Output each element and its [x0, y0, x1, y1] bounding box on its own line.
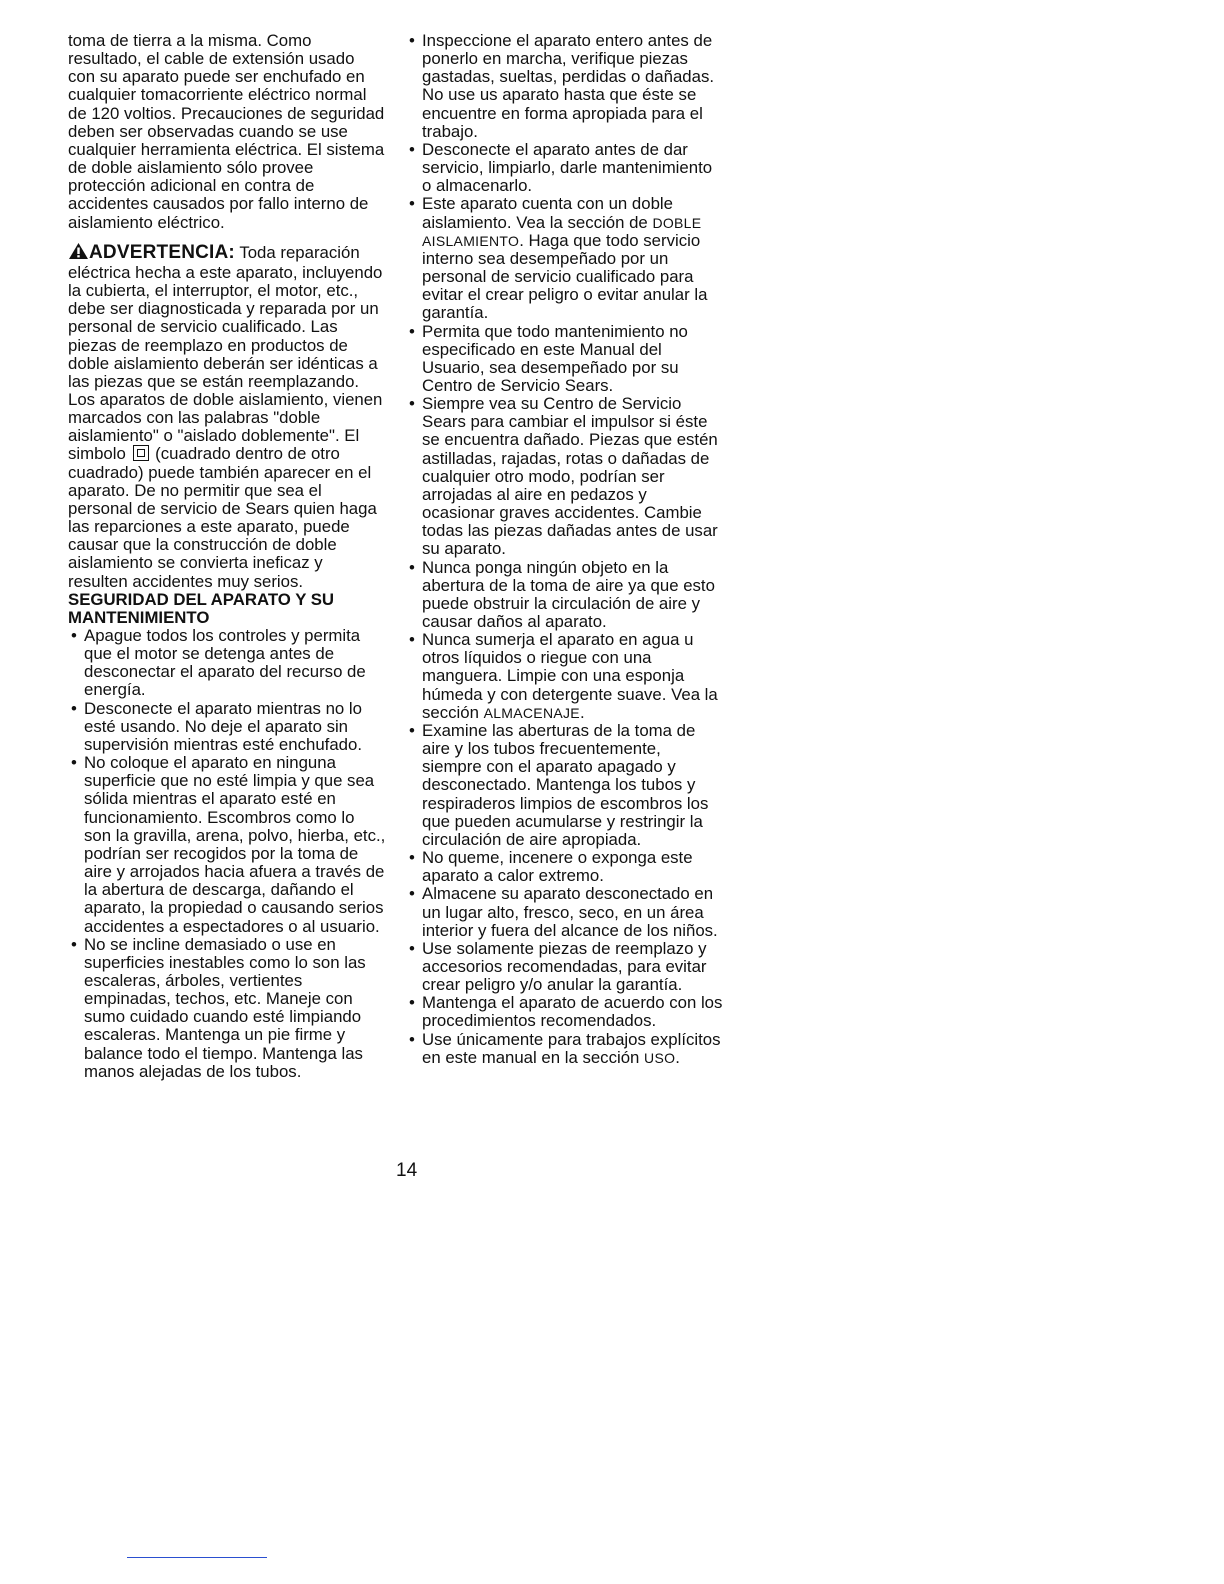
- section-reference: DOBLE AISLAMIENTO: [422, 214, 702, 249]
- left-column: [68, 32, 386, 1081]
- intro-paragraph: toma de tierra a la misma. Como resultado, el cable de extensión usado con su aparato puede ser enchufado en cualquier tomacorriente eléctrico normal de 120 voltios. Precauciones de seguridad deben ser observadas cuando se use cualquier herramienta eléctrica. El sistema de doble aislamiento sólo provee protección adicional en contra de accidentes causados por fallo interno de aislamiento eléctrico.: [68, 31, 385, 232]
- list-item: [406, 631, 724, 722]
- list-item: • Mantenga el aparato de acuerdo con los procedimientos recomendados.: [406, 994, 724, 1030]
- list-item: • Inspeccione el aparato entero antes de ponerlo en marcha, verifique piezas gastadas, sueltas, perdidas o dañadas. No use us aparato hasta que éste se encuentre en forma apropiada para el trabajo.: [406, 32, 724, 141]
- right-bullet-list: [406, 32, 724, 1067]
- list-item-text: . Haga que todo servicio interno sea desempeñado por un personal de servicio cualificado para evitar el crear peligro o evitar anular la garantía.: [422, 230, 708, 323]
- list-item: • Permita que todo mantenimiento no especificado en este Manual del Usuario, sea desempeñado por su Centro de Servicio Sears.: [406, 323, 724, 396]
- section-reference: ALMACENAJE: [483, 704, 580, 721]
- list-item: • No queme, incenere o exponga este aparato a calor extremo.: [406, 849, 724, 885]
- warning-text-part2: (cuadrado dentro de otro cuadrado) puede también aparecer en el aparato. De no permitir que sea el personal de servicio de Sears quien haga las reparciones a este aparato, puede causar que la construcción de doble aislamiento se convierta ineficaz y resulten accidentes muy serios.: [68, 444, 377, 591]
- footer-rule: [127, 1557, 267, 1558]
- list-item-text: .: [579, 702, 585, 722]
- list-item-text: Use únicamente para trabajos explícitos en este manual en la sección: [422, 1029, 721, 1067]
- list-item: • Siempre vea su Centro de Servicio Sears para cambiar el impulsor si éste se encuentra dañado. Piezas que estén astilladas, rajadas, rotas o dañadas de cualquier otro modo, podrían ser arrojadas al aire en pedazos y ocasionar graves accidentes. Cambie todas las piezas dañadas antes de usar su aparato.: [406, 395, 724, 558]
- list-item: • Desconecte el aparato antes de dar servicio, limpiarlo, darle mantenimiento o almacenarlo.: [406, 141, 724, 195]
- warning-paragraph: [68, 242, 386, 591]
- section-heading: SEGURIDAD DEL APARATO Y SU MANTENIMIENTO: [68, 589, 335, 627]
- list-item: • No se incline demasiado o use en superficies inestables como lo son las escaleras, árboles, vertientes empinadas, techos, etc. Maneje con sumo cuidado cuando esté limpiando escaleras. Mantenga un pie firme y balance todo el tiempo. Mantenga las manos alejadas de los tubos.: [68, 936, 386, 1081]
- list-item-text: Este aparato cuenta con un doble aislamiento. Vea la sección de: [422, 194, 673, 232]
- list-item-text: Nunca sumerja el aparato en agua u otros líquidos o riegue con una manguera. Limpie con una esponja húmeda y con detergente suave. Vea la sección: [422, 630, 718, 722]
- list-item: • Almacene su aparato desconectado en un lugar alto, fresco, seco, en un área interior y fuera del alcance de los niños.: [406, 885, 724, 939]
- section-reference: USO: [644, 1049, 676, 1066]
- warning-label: ADVERTENCIA:: [89, 241, 235, 263]
- warning-text-part1: Toda reparación eléctrica hecha a este aparato, incluyendo la cubierta, el interruptor, el motor, etc., debe ser diagnosticada y reparada por un personal de servicio cualificado. Las piezas de reemplazo en productos de doble aislamiento deberán ser idénticas a las piezas que se están reemplazando. Los aparatos de doble aislamiento, vienen marcados con las palabras "doble aislamiento" o "aislado doblemente". El simbolo: [68, 242, 383, 464]
- list-item: [406, 1031, 724, 1067]
- list-item-text: .: [675, 1047, 680, 1067]
- list-item: • Use solamente piezas de reemplazo y accesorios recomendadas, para evitar crear peligro y/o anular la garantía.: [406, 940, 724, 994]
- list-item: • Apague todos los controles y permita que el motor se detenga antes de desconectar el aparato del recurso de energía.: [68, 627, 386, 700]
- list-item: • No coloque el aparato en ninguna superficie que no esté limpia y que sea sólida mientras el aparato esté en funcionamiento. Escombros como lo son la gravilla, arena, polvo, hierba, etc., podrían ser recogidos por la toma de aire y arrojados hacia afuera a través de la abertura de descarga, dañando el aparato, la propiedad o causando serios accidentes a espectadores o al usuario.: [68, 754, 386, 936]
- left-bullet-list: [68, 627, 386, 1081]
- double-square-icon: [133, 445, 149, 461]
- list-item: • Examine las aberturas de la toma de aire y los tubos frecuentemente, siempre con el aparato apagado y desconectado. Mantenga los tubos y respiraderos limpios de escombros los que pueden acumularse y restringir la circulación de aire apropiada.: [406, 722, 724, 849]
- right-column: [406, 32, 724, 1067]
- page-number: 14: [396, 1160, 418, 1181]
- warning-triangle-icon: [68, 242, 89, 264]
- list-item: • Nunca ponga ningún objeto en la abertura de la toma de aire ya que esto puede obstruir la circulación de aire y causar daños al aparato.: [406, 559, 724, 632]
- list-item: [406, 195, 724, 322]
- list-item: • Desconecte el aparato mientras no lo esté usando. No deje el aparato sin supervisión mientras esté enchufado.: [68, 700, 386, 754]
